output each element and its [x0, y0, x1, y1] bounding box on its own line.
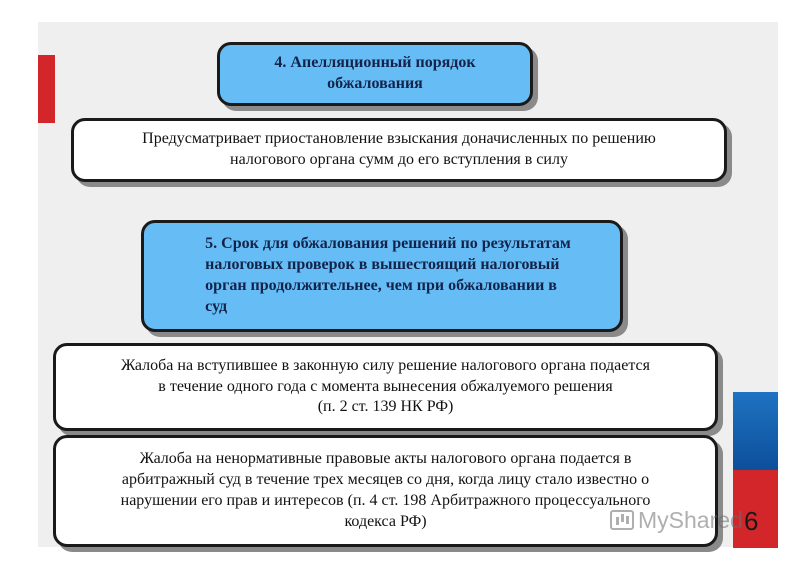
section-5-detail-1 [53, 343, 718, 431]
section-5-heading-text: 5. Срок для обжалования решений по результатам налоговых проверок в вышестоящий налоговый орган продолжительнее, чем при обжаловании в суд [205, 235, 571, 315]
section-5-detail-2-text: Жалоба на ненормативные правовые акты налогового органа подается в арбитражный суд в течение трех месяцев со дня, когда лицу стало известно о нарушении его прав и интересов (п. 4 ст. 198 Арбитражного процессуального кодекса РФ) [120, 450, 651, 530]
section-4-detail-text: Предусматривает приостановление взыскания доначисленных по решению налогового органа сумм до его вступления в силу [142, 130, 656, 168]
section-4-detail [71, 118, 727, 182]
section-4-heading-text: 4. Апелляционный порядок обжалования [274, 54, 476, 92]
section-5-detail-1-text: Жалоба на вступившее в законную силу решение налогового органа подается в течение одного года с момента вынесения обжалуемого решения (п. 2 ст. 139 НК РФ) [120, 356, 650, 416]
presentation-icon [610, 510, 634, 530]
right-flag-blue [733, 392, 778, 470]
watermark-text: MyShared [638, 506, 743, 533]
page-number: 6 [744, 506, 759, 536]
section-4-heading [217, 42, 533, 106]
section-5-heading [141, 220, 623, 332]
watermark [610, 507, 743, 533]
left-red-stripe [38, 55, 55, 123]
